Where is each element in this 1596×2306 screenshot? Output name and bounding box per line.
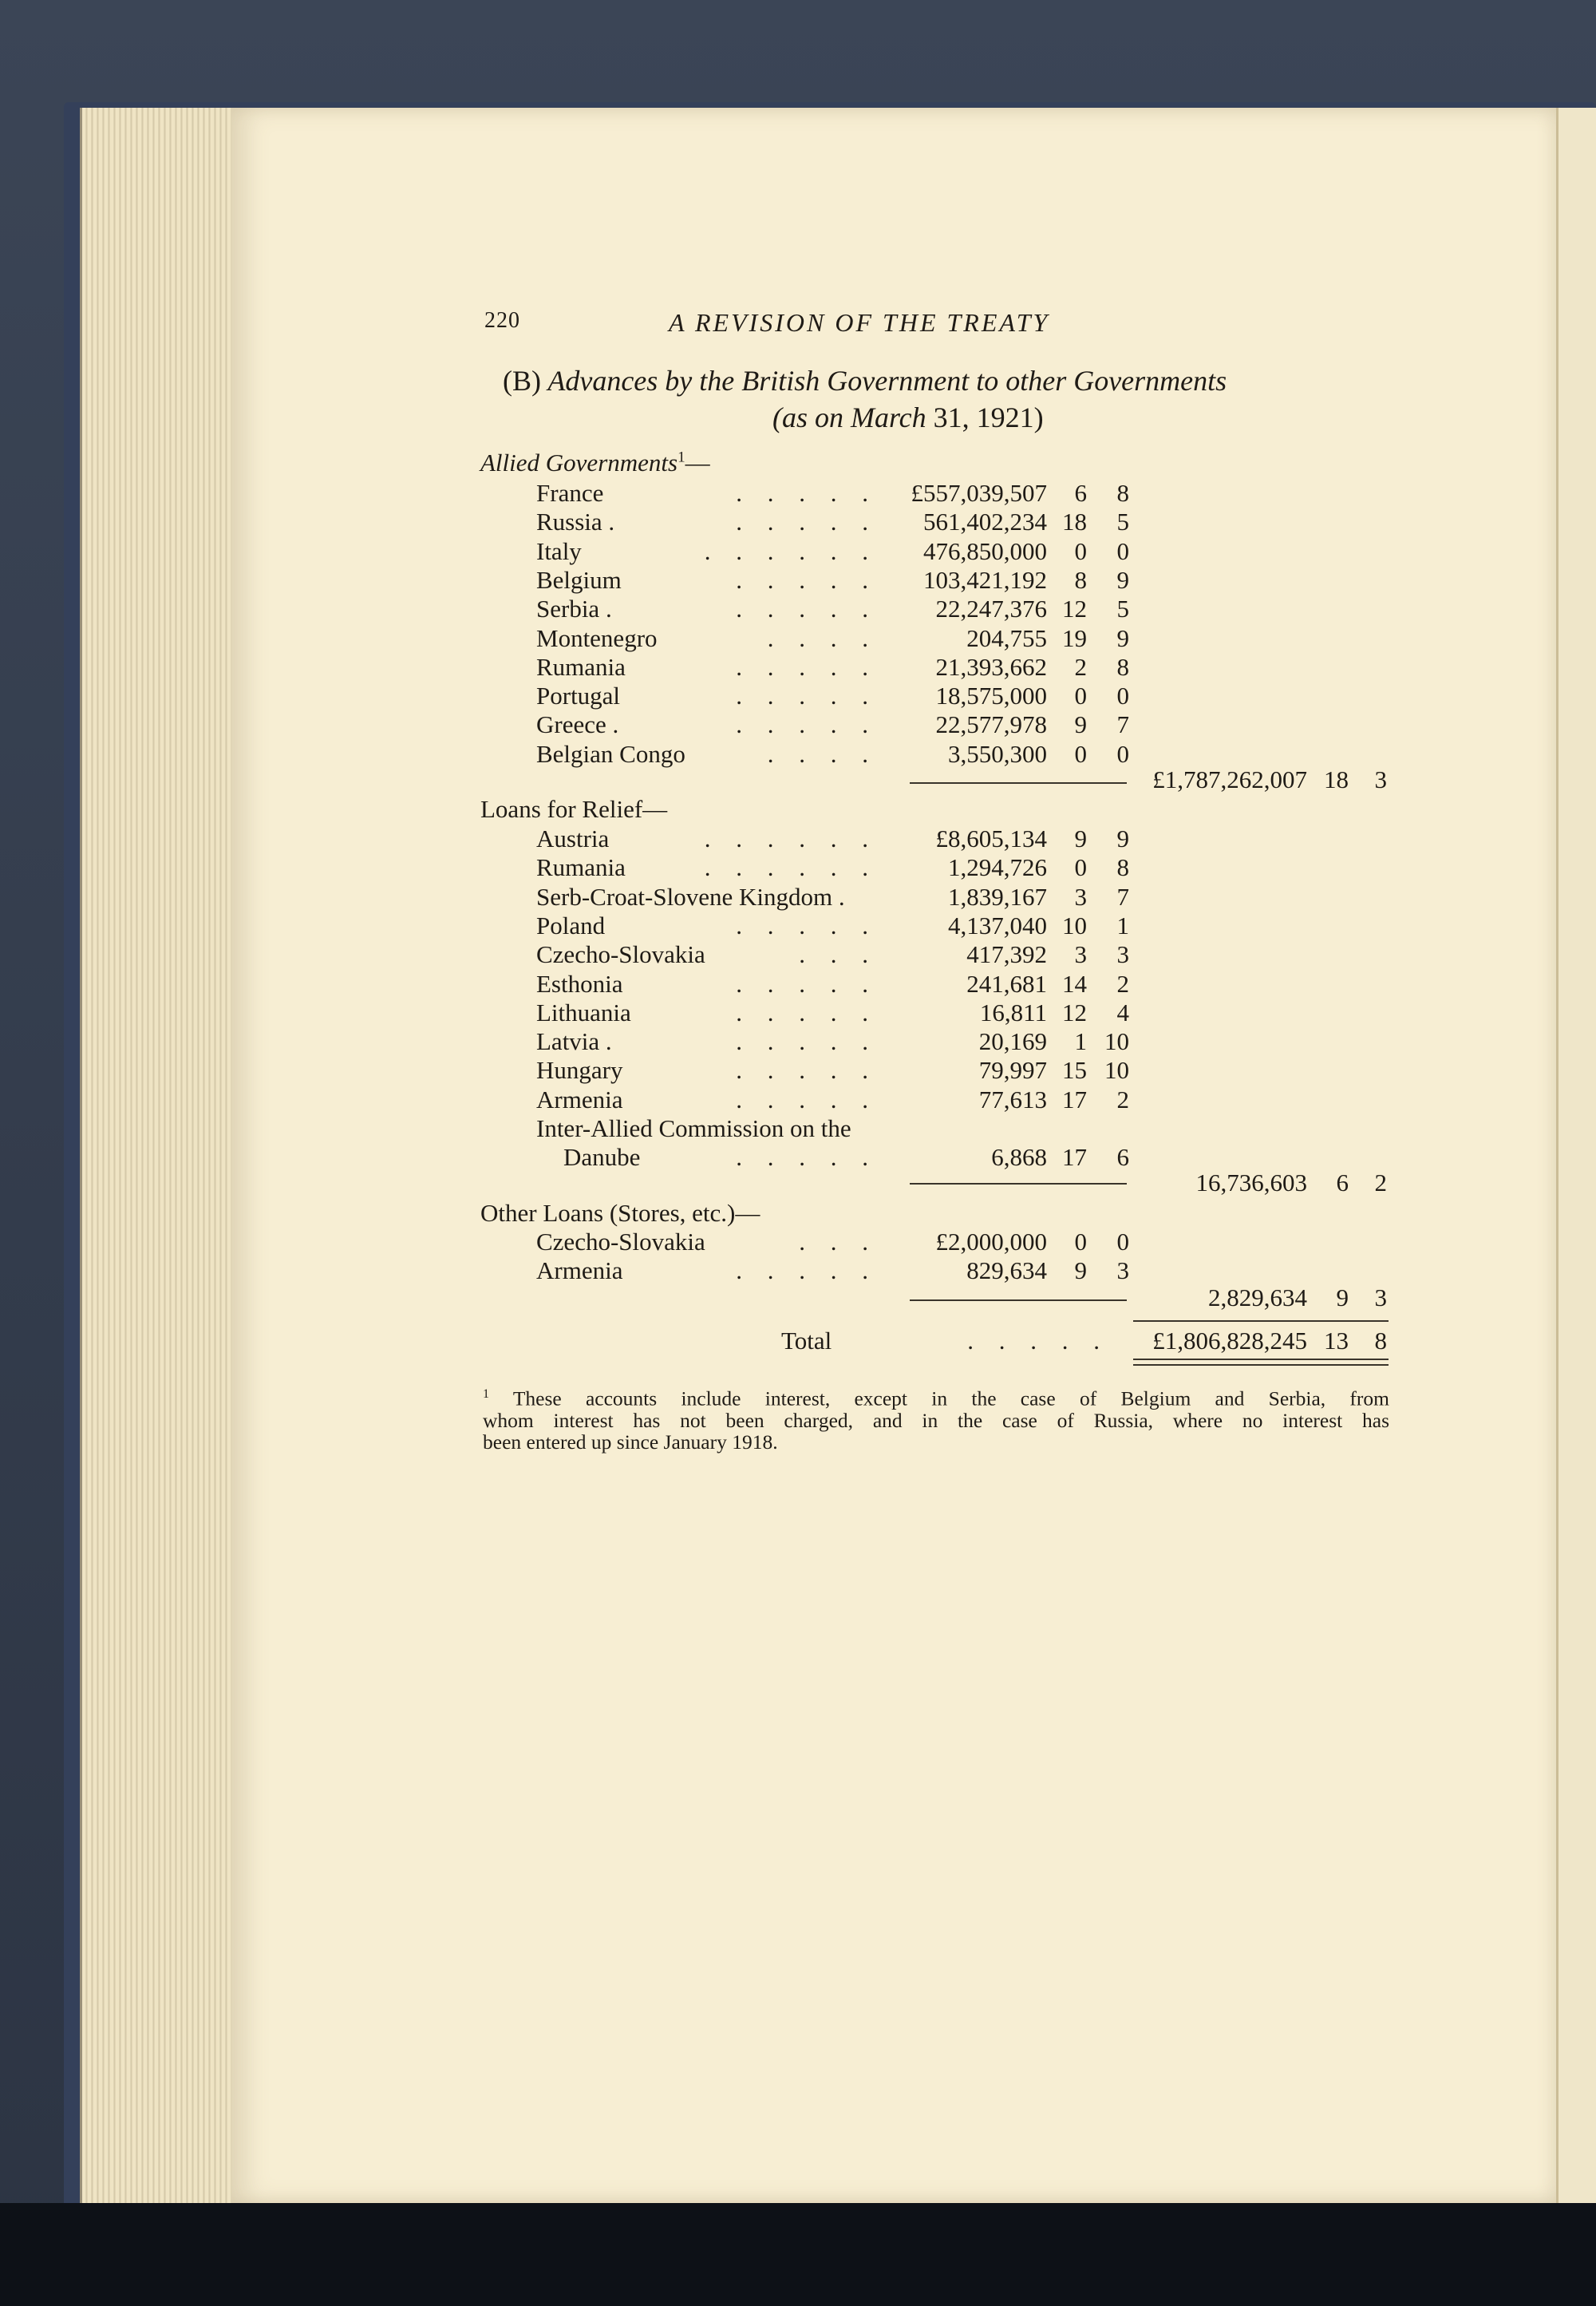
row-name: Russia . xyxy=(536,508,615,536)
row-amount-pounds: 6,868 xyxy=(991,1143,1047,1172)
table-row xyxy=(0,595,1596,623)
row-pence: 6 xyxy=(1116,1143,1129,1172)
row-amount-pounds: 16,811 xyxy=(979,998,1047,1026)
row-pence: 7 xyxy=(1116,882,1129,911)
total-label: Total xyxy=(781,1327,832,1355)
row-pence: 4 xyxy=(1116,998,1129,1026)
table-row xyxy=(0,999,1596,1027)
row-amount-pounds: £2,000,000 xyxy=(935,1228,1047,1256)
total-rule-top xyxy=(1133,1320,1389,1322)
row-leader-dots: . . . . . xyxy=(736,1143,878,1172)
subtotal-rule-2 xyxy=(910,1183,1127,1185)
title-date-month: March xyxy=(851,401,926,433)
title-date-suffix: 31, 1921) xyxy=(933,401,1044,433)
row-leader-dots: . . . . . xyxy=(736,969,878,998)
row-leader-dots: . . . . . xyxy=(736,508,878,536)
table-row xyxy=(0,682,1596,710)
footnote xyxy=(483,1383,1389,1453)
subtotal-amount: 2,829,634 xyxy=(1208,1284,1307,1311)
table-row xyxy=(0,479,1596,508)
row-amount-pounds: 18,575,000 xyxy=(935,682,1047,710)
row-name: Serb-Croat-Slovene Kingdom . xyxy=(536,882,845,911)
row-leader-dots: . . . . . . xyxy=(704,536,878,565)
table-row xyxy=(0,940,1596,969)
row-amount-pounds: 20,169 xyxy=(978,1027,1047,1056)
footnote-line-1 xyxy=(483,1383,1389,1410)
row-amount-pounds: 476,850,000 xyxy=(923,536,1047,565)
table-title-line-2 xyxy=(772,401,1044,434)
row-leader-dots: . . . . . xyxy=(736,565,878,594)
row-amount-pounds: £8,605,134 xyxy=(935,825,1047,852)
row-pence: 2 xyxy=(1116,969,1129,998)
subtotal-rule-3 xyxy=(910,1299,1127,1301)
row-leader-dots: . . . . . xyxy=(736,1085,878,1113)
row-shillings: 10 xyxy=(1062,911,1087,939)
row-name: Inter-Allied Commission on the xyxy=(536,1114,851,1142)
row-name: France xyxy=(536,479,604,507)
row-name: Belgian Congo xyxy=(536,739,685,768)
row-leader-dots: . . . . . xyxy=(736,710,878,739)
subtotal-rule-1 xyxy=(910,782,1127,784)
row-leader-dots: . . . . . . xyxy=(704,853,878,882)
row-shillings: 0 xyxy=(1074,739,1087,768)
table-row xyxy=(0,537,1596,566)
subtotal-shillings: 18 xyxy=(1324,765,1349,793)
row-shillings: 0 xyxy=(1074,1228,1087,1256)
row-amount-pounds: 1,839,167 xyxy=(948,882,1047,911)
row-pence: 8 xyxy=(1116,652,1129,681)
row-pence: 9 xyxy=(1116,623,1129,652)
subtotal-row xyxy=(0,1169,1596,1197)
subtotal-shillings: 9 xyxy=(1336,1284,1349,1311)
grand-total-row xyxy=(0,1327,1596,1355)
row-name: Hungary xyxy=(536,1056,623,1085)
section-heading-other: Other Loans (Stores, etc.)— xyxy=(480,1199,760,1227)
row-leader-dots: . . . . . xyxy=(736,1056,878,1085)
grand-total-shillings: 13 xyxy=(1324,1327,1349,1355)
row-name: Austria xyxy=(536,825,610,852)
row-name: Greece . xyxy=(536,710,619,739)
total-dots: . . . . . xyxy=(967,1327,1109,1355)
row-amount-pounds: 79,997 xyxy=(978,1056,1047,1085)
table-row xyxy=(0,1228,1596,1256)
row-pence: 5 xyxy=(1116,595,1129,623)
row-name: Armenia xyxy=(536,1256,623,1285)
table-row xyxy=(0,653,1596,682)
row-leader-dots: . . . . . xyxy=(736,595,878,623)
row-shillings: 3 xyxy=(1074,940,1087,969)
row-leader-dots: . . . . . xyxy=(736,911,878,939)
table-row xyxy=(0,566,1596,595)
row-name: Czecho-Slovakia xyxy=(536,1228,705,1256)
row-leader-dots: . . . . . xyxy=(736,998,878,1026)
table-row xyxy=(0,1027,1596,1056)
row-name: Lithuania xyxy=(536,998,631,1026)
table-row xyxy=(0,853,1596,882)
row-leader-dots: . . . . . . xyxy=(704,825,878,852)
row-shillings: 8 xyxy=(1074,565,1087,594)
subtotal-pence: 3 xyxy=(1374,765,1387,793)
row-leader-dots: . . . . . xyxy=(736,1027,878,1056)
row-shillings: 17 xyxy=(1062,1085,1087,1113)
row-amount-pounds: 22,577,978 xyxy=(935,710,1047,739)
row-amount-pounds: 103,421,192 xyxy=(923,565,1047,594)
row-name: Esthonia xyxy=(536,969,623,998)
row-shillings: 3 xyxy=(1074,882,1087,911)
row-amount-pounds: 3,550,300 xyxy=(948,739,1047,768)
row-name: Poland xyxy=(536,911,606,939)
row-shillings: 14 xyxy=(1062,969,1087,998)
table-title-text: Advances by the British Government to other Governments xyxy=(547,365,1227,397)
row-pence: 8 xyxy=(1116,479,1129,507)
subtotal-pence: 2 xyxy=(1374,1169,1387,1197)
heading-text: Allied Governments xyxy=(480,449,678,477)
footnote-marker: 1 xyxy=(483,1387,489,1401)
table-title-line-1 xyxy=(503,364,1227,398)
row-leader-dots: . . . . . xyxy=(736,682,878,710)
table-row xyxy=(0,883,1596,912)
table-row xyxy=(0,912,1596,940)
row-amount-pounds: £557,039,507 xyxy=(911,479,1047,507)
row-pence: 9 xyxy=(1116,565,1129,594)
row-leader-dots: . . . . xyxy=(767,623,878,652)
table-row xyxy=(0,740,1596,769)
row-shillings: 9 xyxy=(1074,1256,1087,1285)
title-date-prefix: (as on xyxy=(772,401,843,433)
row-leader-dots: . . . xyxy=(799,940,878,969)
row-pence: 8 xyxy=(1116,853,1129,882)
row-shillings: 0 xyxy=(1074,853,1087,882)
row-name: Rumania xyxy=(536,853,626,882)
row-amount-pounds: 417,392 xyxy=(966,940,1047,969)
table-row xyxy=(0,970,1596,999)
row-shillings: 1 xyxy=(1074,1027,1087,1056)
row-shillings: 19 xyxy=(1062,623,1087,652)
row-amount-pounds: 77,613 xyxy=(978,1085,1047,1113)
grand-total-pence: 8 xyxy=(1374,1327,1387,1355)
row-pence: 0 xyxy=(1116,1228,1129,1256)
row-name: Montenegro xyxy=(536,623,658,652)
subtotal-pence: 3 xyxy=(1374,1284,1387,1311)
table-row xyxy=(0,624,1596,653)
row-pence: 2 xyxy=(1116,1085,1129,1113)
row-amount-pounds: 21,393,662 xyxy=(935,652,1047,681)
row-pence: 10 xyxy=(1104,1056,1129,1085)
row-pence: 3 xyxy=(1116,940,1129,969)
subtotal-amount: 16,736,603 xyxy=(1195,1169,1307,1197)
running-title: A REVISION OF THE TREATY xyxy=(669,308,1050,337)
table-row xyxy=(0,1256,1596,1285)
row-pence: 0 xyxy=(1116,739,1129,768)
subtotal-row xyxy=(0,1284,1596,1312)
row-shillings: 18 xyxy=(1062,508,1087,536)
section-heading-allied xyxy=(480,449,710,477)
row-shillings: 15 xyxy=(1062,1056,1087,1085)
row-leader-dots: . . . . . xyxy=(736,652,878,681)
row-pence: 0 xyxy=(1116,682,1129,710)
row-pence: 9 xyxy=(1116,825,1129,852)
footnote-marker: 1 xyxy=(678,449,685,466)
footnote-line-2: whom interest has not been charged, and in the case of Russia, where no interest has xyxy=(483,1408,1389,1432)
row-leader-dots: . . . . . xyxy=(736,1256,878,1285)
grand-total-amount: £1,806,828,245 xyxy=(1152,1327,1307,1355)
row-name: Danube xyxy=(563,1143,641,1172)
total-rule-bottom-2 xyxy=(1133,1364,1389,1366)
row-name: Czecho-Slovakia xyxy=(536,940,705,969)
row-name: Rumania xyxy=(536,652,626,681)
row-amount-pounds: 241,681 xyxy=(966,969,1047,998)
row-shillings: 9 xyxy=(1074,710,1087,739)
row-pence: 7 xyxy=(1116,710,1129,739)
table-row xyxy=(0,1056,1596,1085)
section-heading-relief: Loans for Relief— xyxy=(480,795,668,823)
page-number: 220 xyxy=(484,308,520,333)
total-rule-bottom-1 xyxy=(1133,1359,1389,1360)
table-row xyxy=(0,1114,1596,1143)
table-label: (B) xyxy=(503,365,541,397)
row-pence: 0 xyxy=(1116,536,1129,565)
row-name: Italy xyxy=(536,536,582,565)
row-shillings: 17 xyxy=(1062,1143,1087,1172)
row-pence: 1 xyxy=(1116,911,1129,939)
bottom-shadow xyxy=(0,2203,1596,2306)
row-amount-pounds: 204,755 xyxy=(966,623,1047,652)
row-shillings: 6 xyxy=(1074,479,1087,507)
row-shillings: 12 xyxy=(1062,595,1087,623)
row-amount-pounds: 4,137,040 xyxy=(948,911,1047,939)
table-row xyxy=(0,1086,1596,1114)
row-leader-dots: . . . xyxy=(799,1228,878,1256)
table-row xyxy=(0,508,1596,536)
row-shillings: 9 xyxy=(1074,825,1087,852)
row-name: Serbia . xyxy=(536,595,612,623)
row-shillings: 0 xyxy=(1074,682,1087,710)
row-pence: 5 xyxy=(1116,508,1129,536)
subtotal-row xyxy=(0,765,1596,794)
subtotal-amount: £1,787,262,007 xyxy=(1152,765,1307,793)
row-leader-dots: . . . . xyxy=(767,739,878,768)
table-row xyxy=(0,825,1596,853)
row-amount-pounds: 561,402,234 xyxy=(923,508,1047,536)
row-shillings: 0 xyxy=(1074,536,1087,565)
footnote-text-1: These accounts include interest, except in the case of Belgium and Serbia, from xyxy=(512,1386,1389,1410)
row-amount-pounds: 829,634 xyxy=(966,1256,1047,1285)
row-shillings: 2 xyxy=(1074,652,1087,681)
table-row xyxy=(0,710,1596,739)
subtotal-shillings: 6 xyxy=(1336,1169,1349,1197)
table-row xyxy=(0,1143,1596,1172)
row-name: Portugal xyxy=(536,682,621,710)
row-pence: 10 xyxy=(1104,1027,1129,1056)
footnote-line-3: been entered up since January 1918. xyxy=(483,1430,778,1454)
row-pence: 3 xyxy=(1116,1256,1129,1285)
row-name: Latvia . xyxy=(536,1027,612,1056)
row-name: Belgium xyxy=(536,565,622,594)
row-amount-pounds: 1,294,726 xyxy=(948,853,1047,882)
row-name: Armenia xyxy=(536,1085,623,1113)
row-shillings: 12 xyxy=(1062,998,1087,1026)
row-leader-dots: . . . . . xyxy=(736,479,878,507)
row-amount-pounds: 22,247,376 xyxy=(935,595,1047,623)
heading-dash: — xyxy=(685,449,710,477)
